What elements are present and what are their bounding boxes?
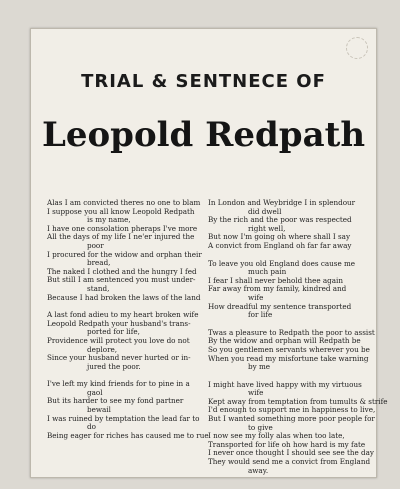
- verse-line: But still I am sentenced you must under-: [47, 275, 196, 285]
- verse-line: I suppose you all know Leopold Redpath: [47, 206, 195, 216]
- verse-stanza: [208, 379, 388, 476]
- verse-line: I now see my folly alas when too late,: [208, 431, 345, 441]
- verse-line: Providence will protect you love do not: [47, 335, 190, 345]
- verse-line: To leave you old England does cause me: [208, 258, 356, 268]
- verse-line: All the days of my life I ne'er injured the: [47, 232, 195, 242]
- verse-line: I procured for the widow and orphan their: [47, 249, 202, 259]
- verse-stanza: [208, 199, 366, 251]
- verse-line: poor: [87, 240, 104, 250]
- verse-line: bewail: [87, 405, 111, 415]
- broadside-sheet: [30, 28, 388, 478]
- verse-stanza: [208, 260, 366, 320]
- verse-line: I have one consolation pheraps I've more: [47, 223, 198, 233]
- verse-line: stand,: [87, 283, 110, 293]
- verse-line: is my name,: [87, 215, 131, 225]
- verse-line: By the widow and orphan will Redpath be: [208, 336, 361, 346]
- verse-line: Being eager for riches has caused me to rue: [47, 430, 209, 440]
- verse-line: Twas a pleasure to Redpath the poor to assist: [208, 327, 375, 337]
- verse-line: much pain: [248, 267, 287, 277]
- verse-line: Alas I am convicted theres no one to blam: [47, 198, 201, 207]
- verse-line: I might have lived happy with my virtuous: [208, 379, 362, 389]
- verse-line: Since your husband never hurted or in-: [47, 353, 191, 363]
- verse-line: do: [87, 422, 96, 432]
- verse-line: How dreadful my sentence transported: [208, 301, 352, 311]
- verse-line: A last fond adieu to my heart broken wife: [47, 310, 199, 320]
- verse-line: Because I had broken the laws of the land: [47, 292, 201, 302]
- verse-line: In London and Weybridge I in splendour: [208, 198, 356, 207]
- verse-line: gaol: [87, 387, 103, 397]
- verse-line: So you gentlemen servants wherever you be: [208, 344, 370, 354]
- verse-line: to give: [248, 422, 273, 432]
- verse-line: deplore,: [87, 344, 118, 354]
- verse-line: did dwell: [248, 206, 282, 216]
- verse-line: When you read my misfortune take warning: [208, 353, 369, 363]
- verse-stanza: [47, 311, 205, 371]
- verse-line: Kept away from temptation from tumults & strife: [208, 396, 388, 406]
- verse-line: I fear I shall never behold thee again: [208, 275, 343, 285]
- verse-line: ported for life,: [87, 327, 140, 337]
- verse-stanza: [208, 327, 375, 372]
- verse-line: wife: [248, 388, 264, 398]
- verse-line: I've left my kind friends for to pine in a: [47, 379, 190, 389]
- verse-line: A convict from England oh far far away: [208, 240, 352, 250]
- verse-line: by me: [248, 362, 271, 372]
- verse-line: I'd enough to support me in happiness to live,: [208, 405, 376, 415]
- verse-line: The naked I clothed and the hungry I fed: [47, 266, 197, 276]
- verse-line: away.: [248, 465, 269, 475]
- right-verse-column: [208, 198, 388, 484]
- verse-line: Transported for life oh how hard is my fate: [208, 439, 366, 449]
- verse-line: By the rich and the poor was respected: [208, 215, 352, 225]
- title-name: Leopold Redpath: [41, 115, 366, 155]
- verse-line: But now I'm going oh where shall I say: [208, 232, 351, 242]
- verse-line: bread,: [87, 258, 111, 268]
- verse-line: But its harder to see my fond partner: [47, 396, 184, 406]
- verse-line: jured the poor.: [87, 361, 141, 371]
- verse-line: They would send me a convict from England: [208, 457, 371, 467]
- verse-line: Far away from my family, kindred and: [208, 284, 347, 294]
- left-verse-column: [47, 198, 209, 449]
- verse-line: I never once thought I should see see the day: [208, 448, 374, 458]
- verse-line: Leopold Redpath your husband's trans-: [47, 318, 191, 328]
- verse-line: wife: [248, 292, 264, 302]
- title-heading: TRIAL & SENTNECE OF: [81, 71, 326, 92]
- verse-line: But I wanted something more poor people for: [208, 414, 375, 424]
- verse-line: right well,: [248, 223, 286, 233]
- ink-stamp-mark: [346, 37, 368, 59]
- verse-stanza: [47, 199, 205, 302]
- verse-line: for life: [248, 310, 273, 320]
- verse-line: I was ruined by temptation the lead far to: [47, 413, 200, 423]
- verse-stanza: [47, 379, 209, 440]
